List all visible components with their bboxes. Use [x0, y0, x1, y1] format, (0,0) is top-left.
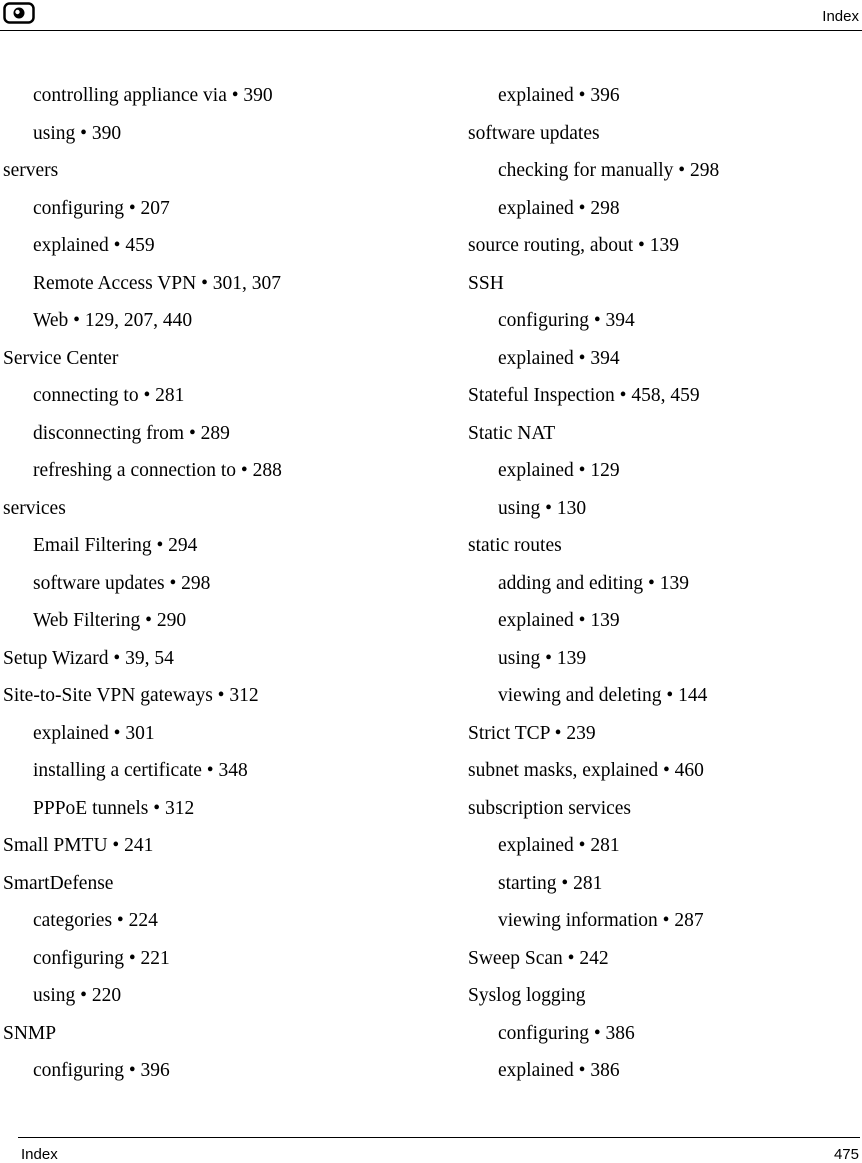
index-subentry: using • 139: [498, 647, 587, 669]
index-entry: Sweep Scan • 242: [468, 947, 609, 969]
index-entry: SSH: [468, 272, 504, 294]
index-column-left: [3, 77, 423, 1090]
index-subentry: explained • 301: [33, 722, 155, 744]
index-subentry: categories • 224: [33, 910, 158, 931]
index-subentry: viewing information • 287: [498, 910, 704, 931]
index-entry: source routing, about • 139: [468, 235, 679, 256]
index-entry: Static NAT: [468, 422, 556, 444]
index-entry: static routes: [468, 535, 562, 556]
index-subentry: using • 390: [33, 122, 122, 144]
index-subentry: connecting to • 281: [33, 385, 185, 406]
index-subentry: Web Filtering • 290: [33, 610, 187, 631]
index-subentry: PPPoE tunnels • 312: [33, 797, 195, 819]
index-subentry: explained • 139: [498, 610, 620, 631]
index-entry: Site-to-Site VPN gateways • 312: [3, 685, 259, 706]
page-footer: [18, 1137, 860, 1162]
index-subentry: using • 220: [33, 985, 122, 1006]
index-entry: Small PMTU • 241: [3, 835, 154, 856]
page-number: 475: [833, 1146, 859, 1163]
index-subentry: explained • 394: [498, 347, 620, 369]
index-subentry: configuring • 221: [33, 947, 170, 969]
index-entry: Stateful Inspection • 458, 459: [468, 385, 700, 406]
index-subentry: explained • 459: [33, 235, 155, 256]
index-subentry: explained • 386: [498, 1060, 620, 1081]
index-entry: Setup Wizard • 39, 54: [3, 647, 174, 669]
index-subentry: Web • 129, 207, 440: [33, 310, 193, 331]
index-entry: subscription services: [468, 797, 632, 819]
index-subentry: software updates • 298: [33, 572, 211, 594]
index-subentry: configuring • 386: [498, 1022, 635, 1044]
index-entry: services: [3, 497, 66, 519]
index-subentry: explained • 298: [498, 197, 620, 219]
index-entry: Service Center: [3, 347, 119, 369]
index-subentry: checking for manually • 298: [498, 160, 720, 181]
index-entry: subnet masks, explained • 460: [468, 760, 704, 781]
index-entry: SNMP: [3, 1022, 57, 1044]
header-title: Index: [822, 8, 859, 25]
index-subentry: configuring • 394: [498, 310, 635, 331]
index-subentry: controlling appliance via • 390: [33, 85, 273, 106]
logo-icon: [3, 2, 35, 24]
index-column-right: [468, 77, 862, 1090]
index-subentry: viewing and deleting • 144: [498, 685, 708, 706]
footer-section: Index: [21, 1146, 58, 1163]
page-header: [0, 0, 862, 31]
index-subentry: installing a certificate • 348: [33, 760, 248, 781]
index-entry: Strict TCP • 239: [468, 722, 596, 744]
index-entry: Syslog logging: [468, 985, 586, 1006]
index-subentry: configuring • 207: [33, 197, 170, 219]
index-subentry: Remote Access VPN • 301, 307: [33, 272, 282, 294]
index-entry: software updates: [468, 122, 600, 144]
index-subentry: using • 130: [498, 497, 587, 519]
index-subentry: refreshing a connection to • 288: [33, 460, 282, 481]
index-subentry: explained • 129: [498, 460, 620, 481]
index-subentry: disconnecting from • 289: [33, 422, 230, 444]
index-subentry: explained • 281: [498, 835, 620, 856]
index-subentry: explained • 396: [498, 85, 620, 106]
index-subentry: starting • 281: [498, 872, 603, 894]
index-entry: servers: [3, 160, 59, 181]
index-entry: SmartDefense: [3, 872, 114, 894]
index-subentry: Email Filtering • 294: [33, 535, 198, 556]
index-subentry: adding and editing • 139: [498, 572, 689, 594]
index-subentry: configuring • 396: [33, 1060, 170, 1081]
